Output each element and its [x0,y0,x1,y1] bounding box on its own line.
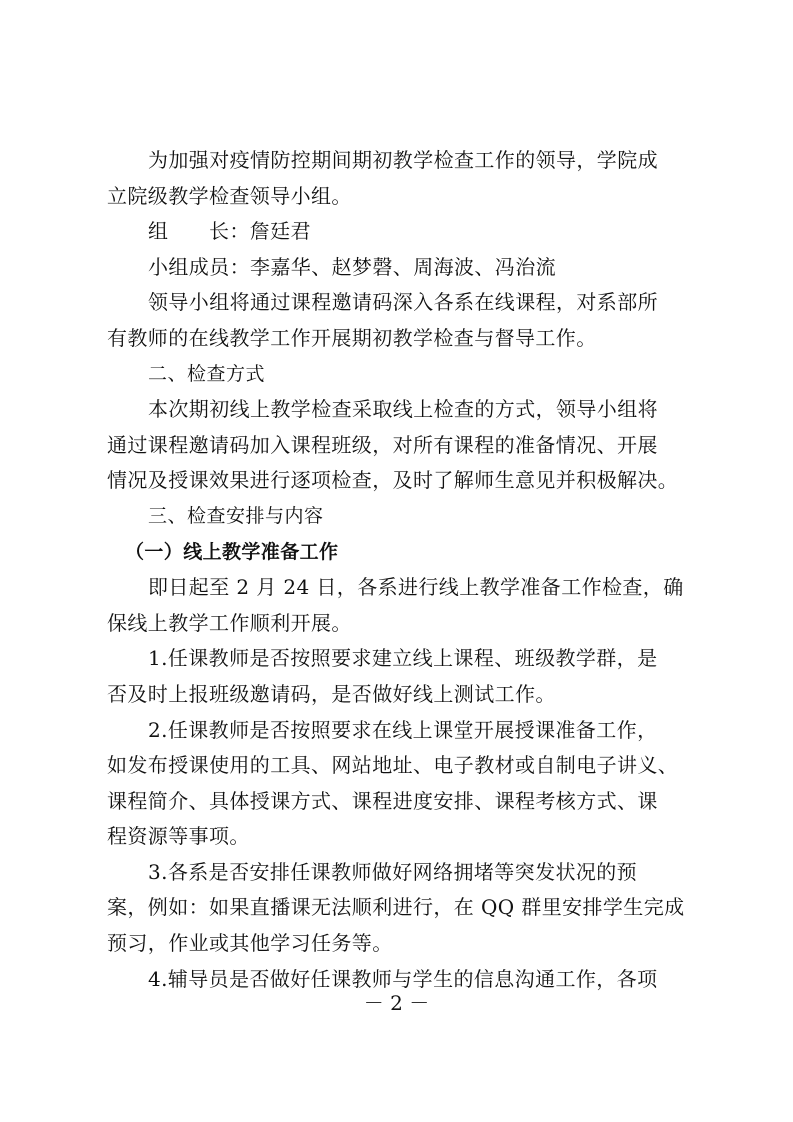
text-line: 本次期初线上教学检查采取线上检查的方式，领导小组将 [148,397,658,422]
section-heading-arrangement [107,499,690,535]
text-line: 保线上教学工作顺利开展。 [107,610,352,635]
text-line: 小组成员：李嘉华、赵梦磬、周海波、冯治流 [148,254,556,279]
text-line: 组 长：詹廷君 [148,219,311,244]
paragraph-prep [107,570,690,641]
list-item-1 [107,641,690,712]
subheading-preparation [107,535,690,571]
text-line: 预习，作业或其他学习任务等。 [107,931,393,956]
text-line: 为加强对疫情防控期间期初教学检查工作的领导，学院成 [148,148,658,172]
text-line: 情况及授课效果进行逐项检查，及时了解师生意见并积极解决。 [107,468,679,493]
list-item-3 [107,855,690,962]
subsection-heading: （一）线上教学准备工作 [125,540,339,563]
section-heading-method [107,357,690,393]
paragraph-intro [107,143,690,214]
text-line: 有教师的在线教学工作开展期初教学检查与督导工作。 [107,325,597,350]
text-line: 2.任课教师是否按照要求在线上课堂开展授课准备工作， [148,717,658,742]
section-heading: 二、检查方式 [148,362,266,385]
paragraph-leader [107,214,690,250]
section-heading: 三、检查安排与内容 [148,504,324,527]
text-line: 否及时上报班级邀请码，是否做好线上测试工作。 [107,681,556,706]
list-item-2 [107,713,690,855]
text-line: 即日起至 2 月 24 日，各系进行线上教学准备工作检查，确 [148,575,684,600]
text-line: 案，例如：如果直播课无法顺利进行，在 QQ 群里安排学生完成 [107,895,685,920]
text-line: 领导小组将通过课程邀请码深入各系在线课程，对系部所 [148,290,658,315]
page-number: － 2 － [363,991,430,1015]
text-line: 3.各系是否安排任课教师做好网络拥堵等突发状况的预 [148,859,638,884]
text-line: 课程简介、具体授课方式、课程进度安排、课程考核方式、课 [107,788,658,813]
paragraph-members [107,250,690,286]
text-line: 4.辅导员是否做好任课教师与学生的信息沟通工作，各项 [148,966,658,991]
text-line: 1.任课教师是否按照要求建立线上课程、班级教学群，是 [148,646,658,671]
text-line: 如发布授课使用的工具、网站地址、电子教材或自制电子讲义、 [107,753,679,778]
text-line: 通过课程邀请码加入课程班级，对所有课程的准备情况、开展 [107,432,658,457]
text-line: 立院级教学检查领导小组。 [107,183,352,208]
paragraph-mission [107,285,690,356]
text-line: 程资源等事项。 [107,824,250,849]
document-body [107,143,690,997]
paragraph-method [107,392,690,499]
